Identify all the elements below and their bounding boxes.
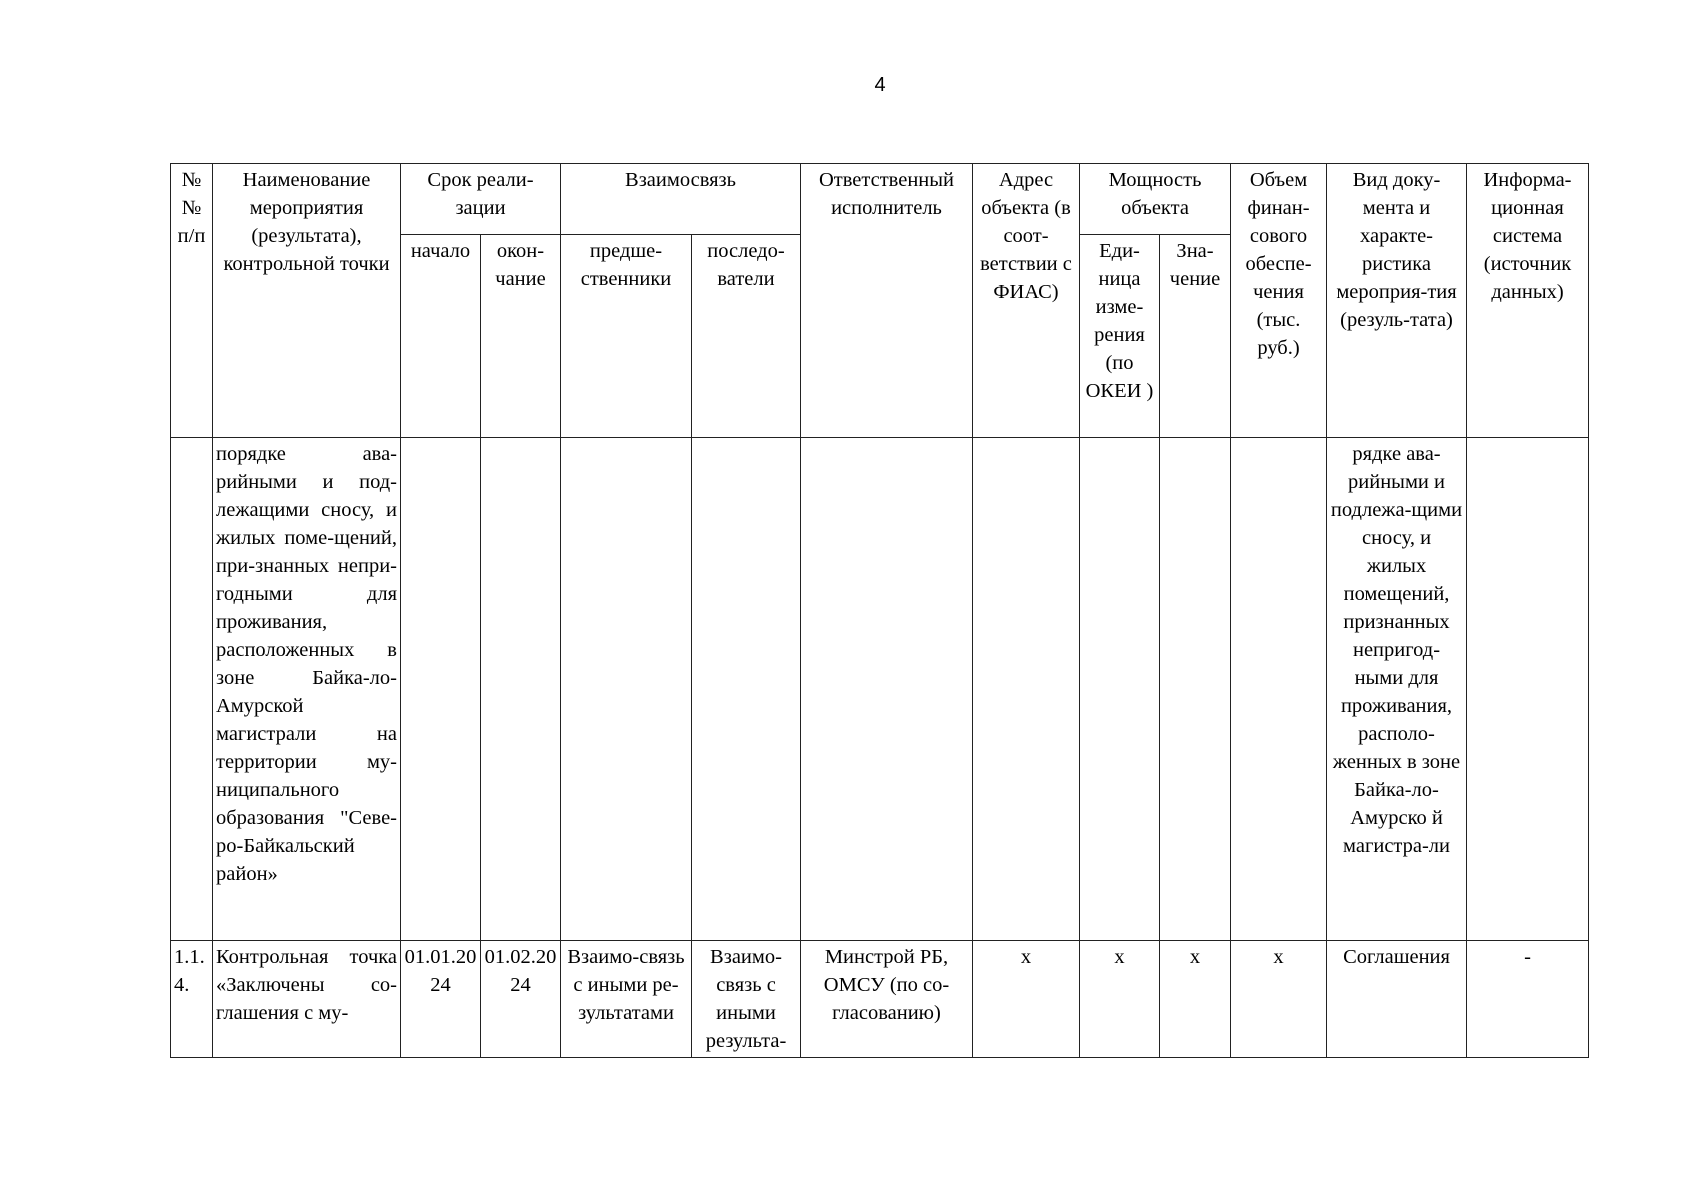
cell-executor: Минстрой РБ, ОМСУ (по со-гласованию) — [801, 941, 973, 1058]
header-period-end: окон-чание — [481, 235, 561, 438]
header-funding: Объем финан-сового обеспе-чения (тыс. руб.) — [1231, 164, 1327, 438]
header-executor: Ответственный исполнитель — [801, 164, 973, 438]
cell-info-system: - — [1467, 941, 1589, 1058]
header-capacity-unit: Еди-ница изме-рения (по ОКЕИ ) — [1080, 235, 1160, 438]
cell-name: Контрольная точка «Заключены со-глашения с му- — [213, 941, 401, 1058]
header-capacity: Мощность объекта — [1080, 164, 1231, 235]
cell-doc-type: рядке ава-рийными и подлежа-щими сносу, и жилых помещений, признанных непригод-ными для проживания, располо-женных в зоне Байка-ло-Амурско й магистра-ли — [1327, 438, 1467, 941]
cell-doc-type: Соглашения — [1327, 941, 1467, 1058]
cell-num — [171, 438, 213, 941]
cell-executor — [801, 438, 973, 941]
cell-end — [481, 438, 561, 941]
cell-name: порядке ава-рийными и под-лежащими сносу, и жилых поме-щений, при-знанных непри-годными для проживания, расположенных в зоне Байка-ло-Амурской магистрали на территории му-ниципального образования "Севе-ро-Байкальский район» — [213, 438, 401, 941]
cell-start: 01.01.2024 — [401, 941, 481, 1058]
cell-prev: Взаимо-связь с иными ре-зультатами — [561, 941, 692, 1058]
cell-unit — [1080, 438, 1160, 941]
page-number: 4 — [874, 74, 886, 96]
header-period: Срок реали-зации — [401, 164, 561, 235]
table-row — [171, 438, 1589, 941]
header-relation-next: последо-ватели — [692, 235, 801, 438]
plan-table — [170, 163, 1589, 1058]
header-info-system: Информа-ционная система (источник данных) — [1467, 164, 1589, 438]
table-row — [171, 941, 1589, 1058]
header-period-start: начало — [401, 235, 481, 438]
cell-prev — [561, 438, 692, 941]
header-address: Адрес объекта (в соот-ветствии с ФИАС) — [973, 164, 1080, 438]
cell-value: x — [1160, 941, 1231, 1058]
cell-info-system — [1467, 438, 1589, 941]
header-capacity-value: Зна-чение — [1160, 235, 1231, 438]
cell-address — [973, 438, 1080, 941]
cell-funding — [1231, 438, 1327, 941]
cell-value — [1160, 438, 1231, 941]
cell-end: 01.02.2024 — [481, 941, 561, 1058]
header-num: № № п/п — [171, 164, 213, 438]
cell-address: x — [973, 941, 1080, 1058]
cell-next: Взаимо-связь с иными результа- — [692, 941, 801, 1058]
header-name: Наименование мероприятия (результата), контрольной точки — [213, 164, 401, 438]
header-doc-type: Вид доку-мента и характе-ристика мероприя-тия (резуль-тата) — [1327, 164, 1467, 438]
cell-next — [692, 438, 801, 941]
header-relation-prev: предше-ственники — [561, 235, 692, 438]
cell-unit: x — [1080, 941, 1160, 1058]
cell-funding: x — [1231, 941, 1327, 1058]
header-relation: Взаимосвязь — [561, 164, 801, 235]
cell-num: 1.1.4. — [171, 941, 213, 1058]
cell-start — [401, 438, 481, 941]
